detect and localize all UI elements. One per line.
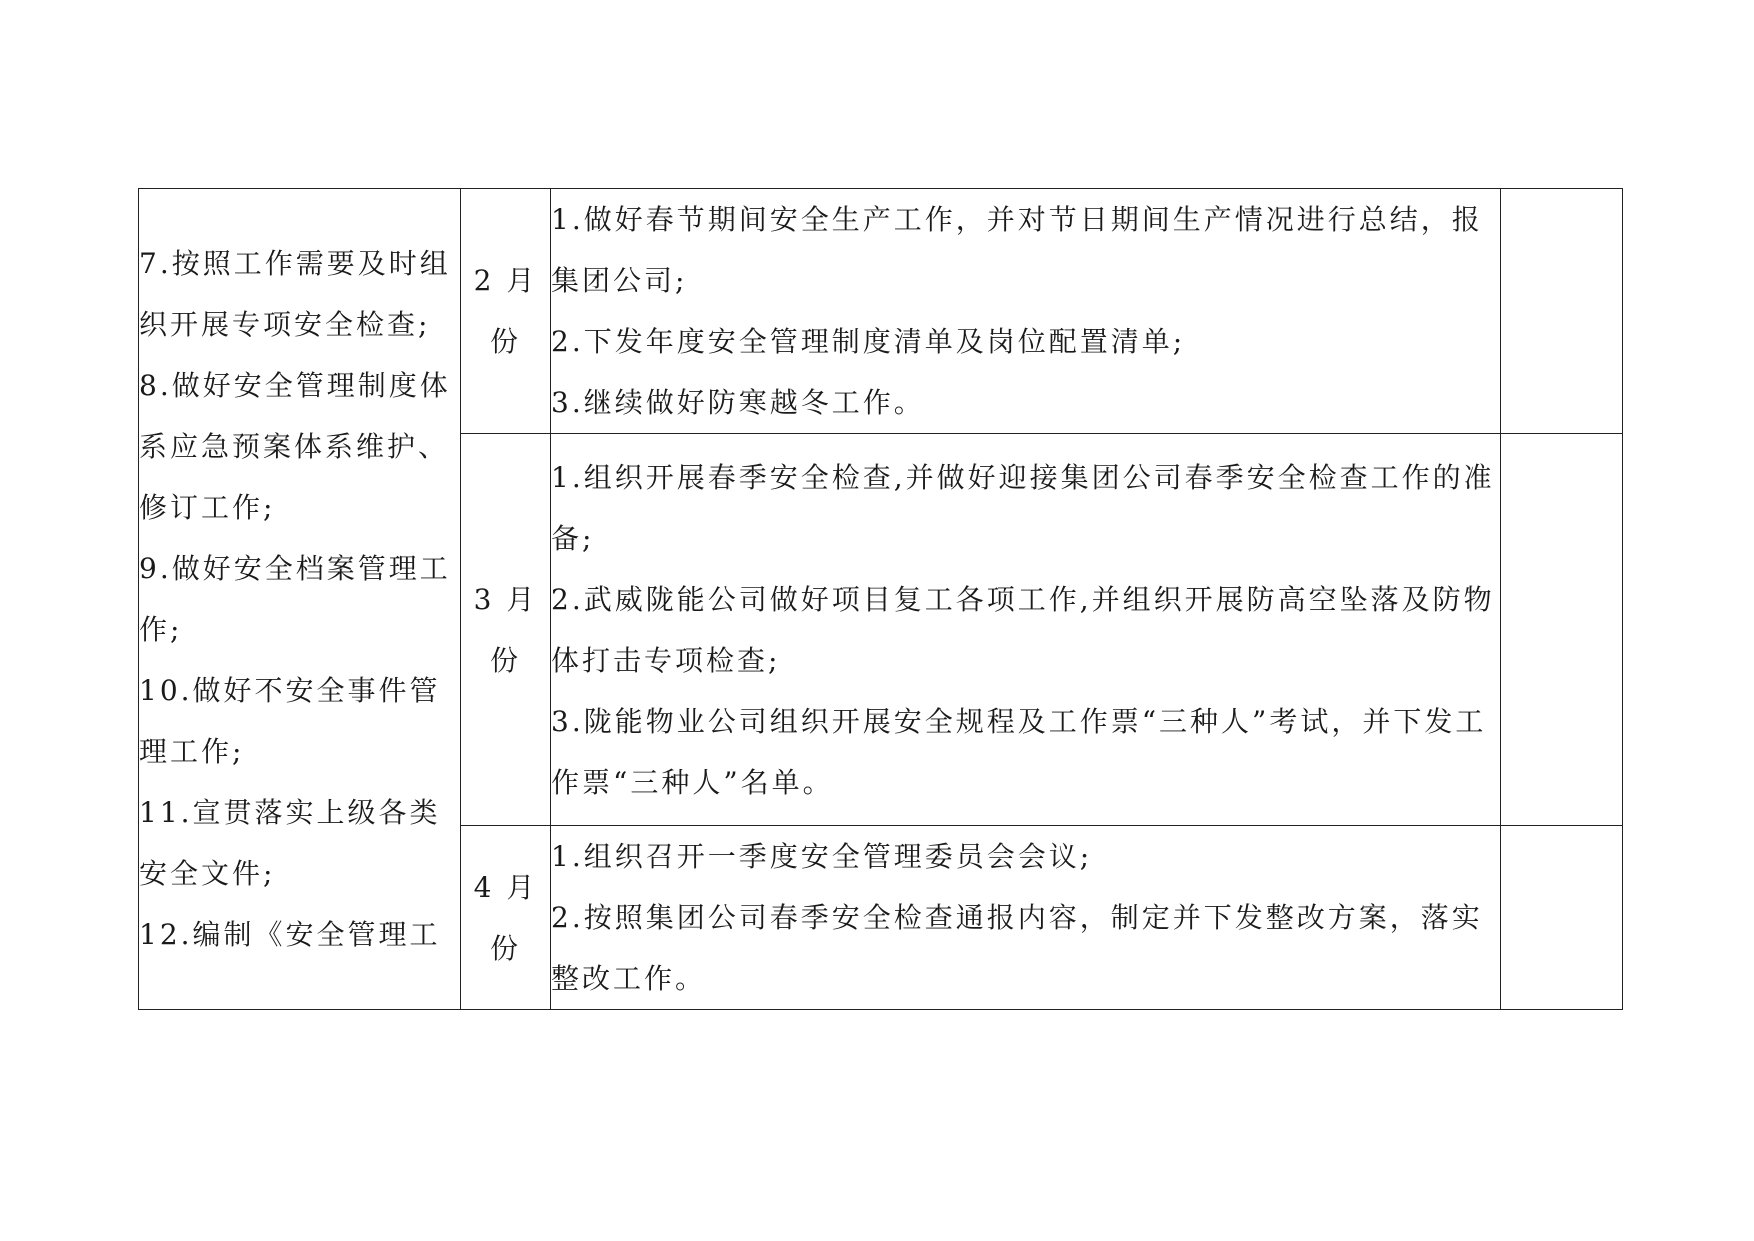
task-item: 9.做好安全档案管理工作;	[139, 552, 451, 646]
month-item: 2.下发年度安全管理制度清单及岗位配置清单;	[551, 325, 1186, 358]
month-item: 2.按照集团公司春季安全检查通报内容，制定并下发整改方案，落实整改工作。	[551, 901, 1483, 995]
remark-cell	[1501, 826, 1623, 1010]
remark-cell	[1501, 434, 1623, 826]
month-item: 2.武威陇能公司做好项目复工各项工作,并组织开展防高空坠落及防物体打击专项检查;	[551, 582, 1495, 677]
month-item: 3.继续做好防寒越冬工作。	[551, 386, 925, 419]
remark-cell	[1501, 189, 1623, 434]
month-items-cell	[551, 434, 1501, 826]
month-item: 1.组织开展春季安全检查,并做好迎接集团公司春季安全检查工作的准备;	[551, 460, 1495, 555]
month-item: 3.陇能物业公司组织开展安全规程及工作票“三种人”考试，并下发工作票“三种人”名单。	[551, 704, 1487, 799]
table-row-february	[139, 189, 1623, 434]
task-item: 7.按照工作需要及时组织开展专项安全检查;	[139, 247, 451, 341]
task-list-cell	[139, 189, 461, 1010]
month-cell: 2 月份	[461, 189, 551, 434]
month-cell: 3 月份	[461, 434, 551, 826]
work-plan-table	[138, 188, 1623, 1010]
task-item: 10.做好不安全事件管理工作;	[139, 674, 441, 768]
task-item: 8.做好安全管理制度体系应急预案体系维护、修订工作;	[139, 369, 451, 524]
month-items-cell	[551, 826, 1501, 1010]
month-item: 1.组织召开一季度安全管理委员会会议;	[551, 840, 1093, 873]
month-item: 1.做好春节期间安全生产工作，并对节日期间生产情况进行总结，报集团公司;	[551, 203, 1483, 297]
task-item: 11.宣贯落实上级各类安全文件;	[139, 796, 441, 890]
task-item: 12.编制《安全管理工	[139, 918, 441, 951]
month-cell: 4 月份	[461, 826, 551, 1010]
month-items-cell	[551, 189, 1501, 434]
